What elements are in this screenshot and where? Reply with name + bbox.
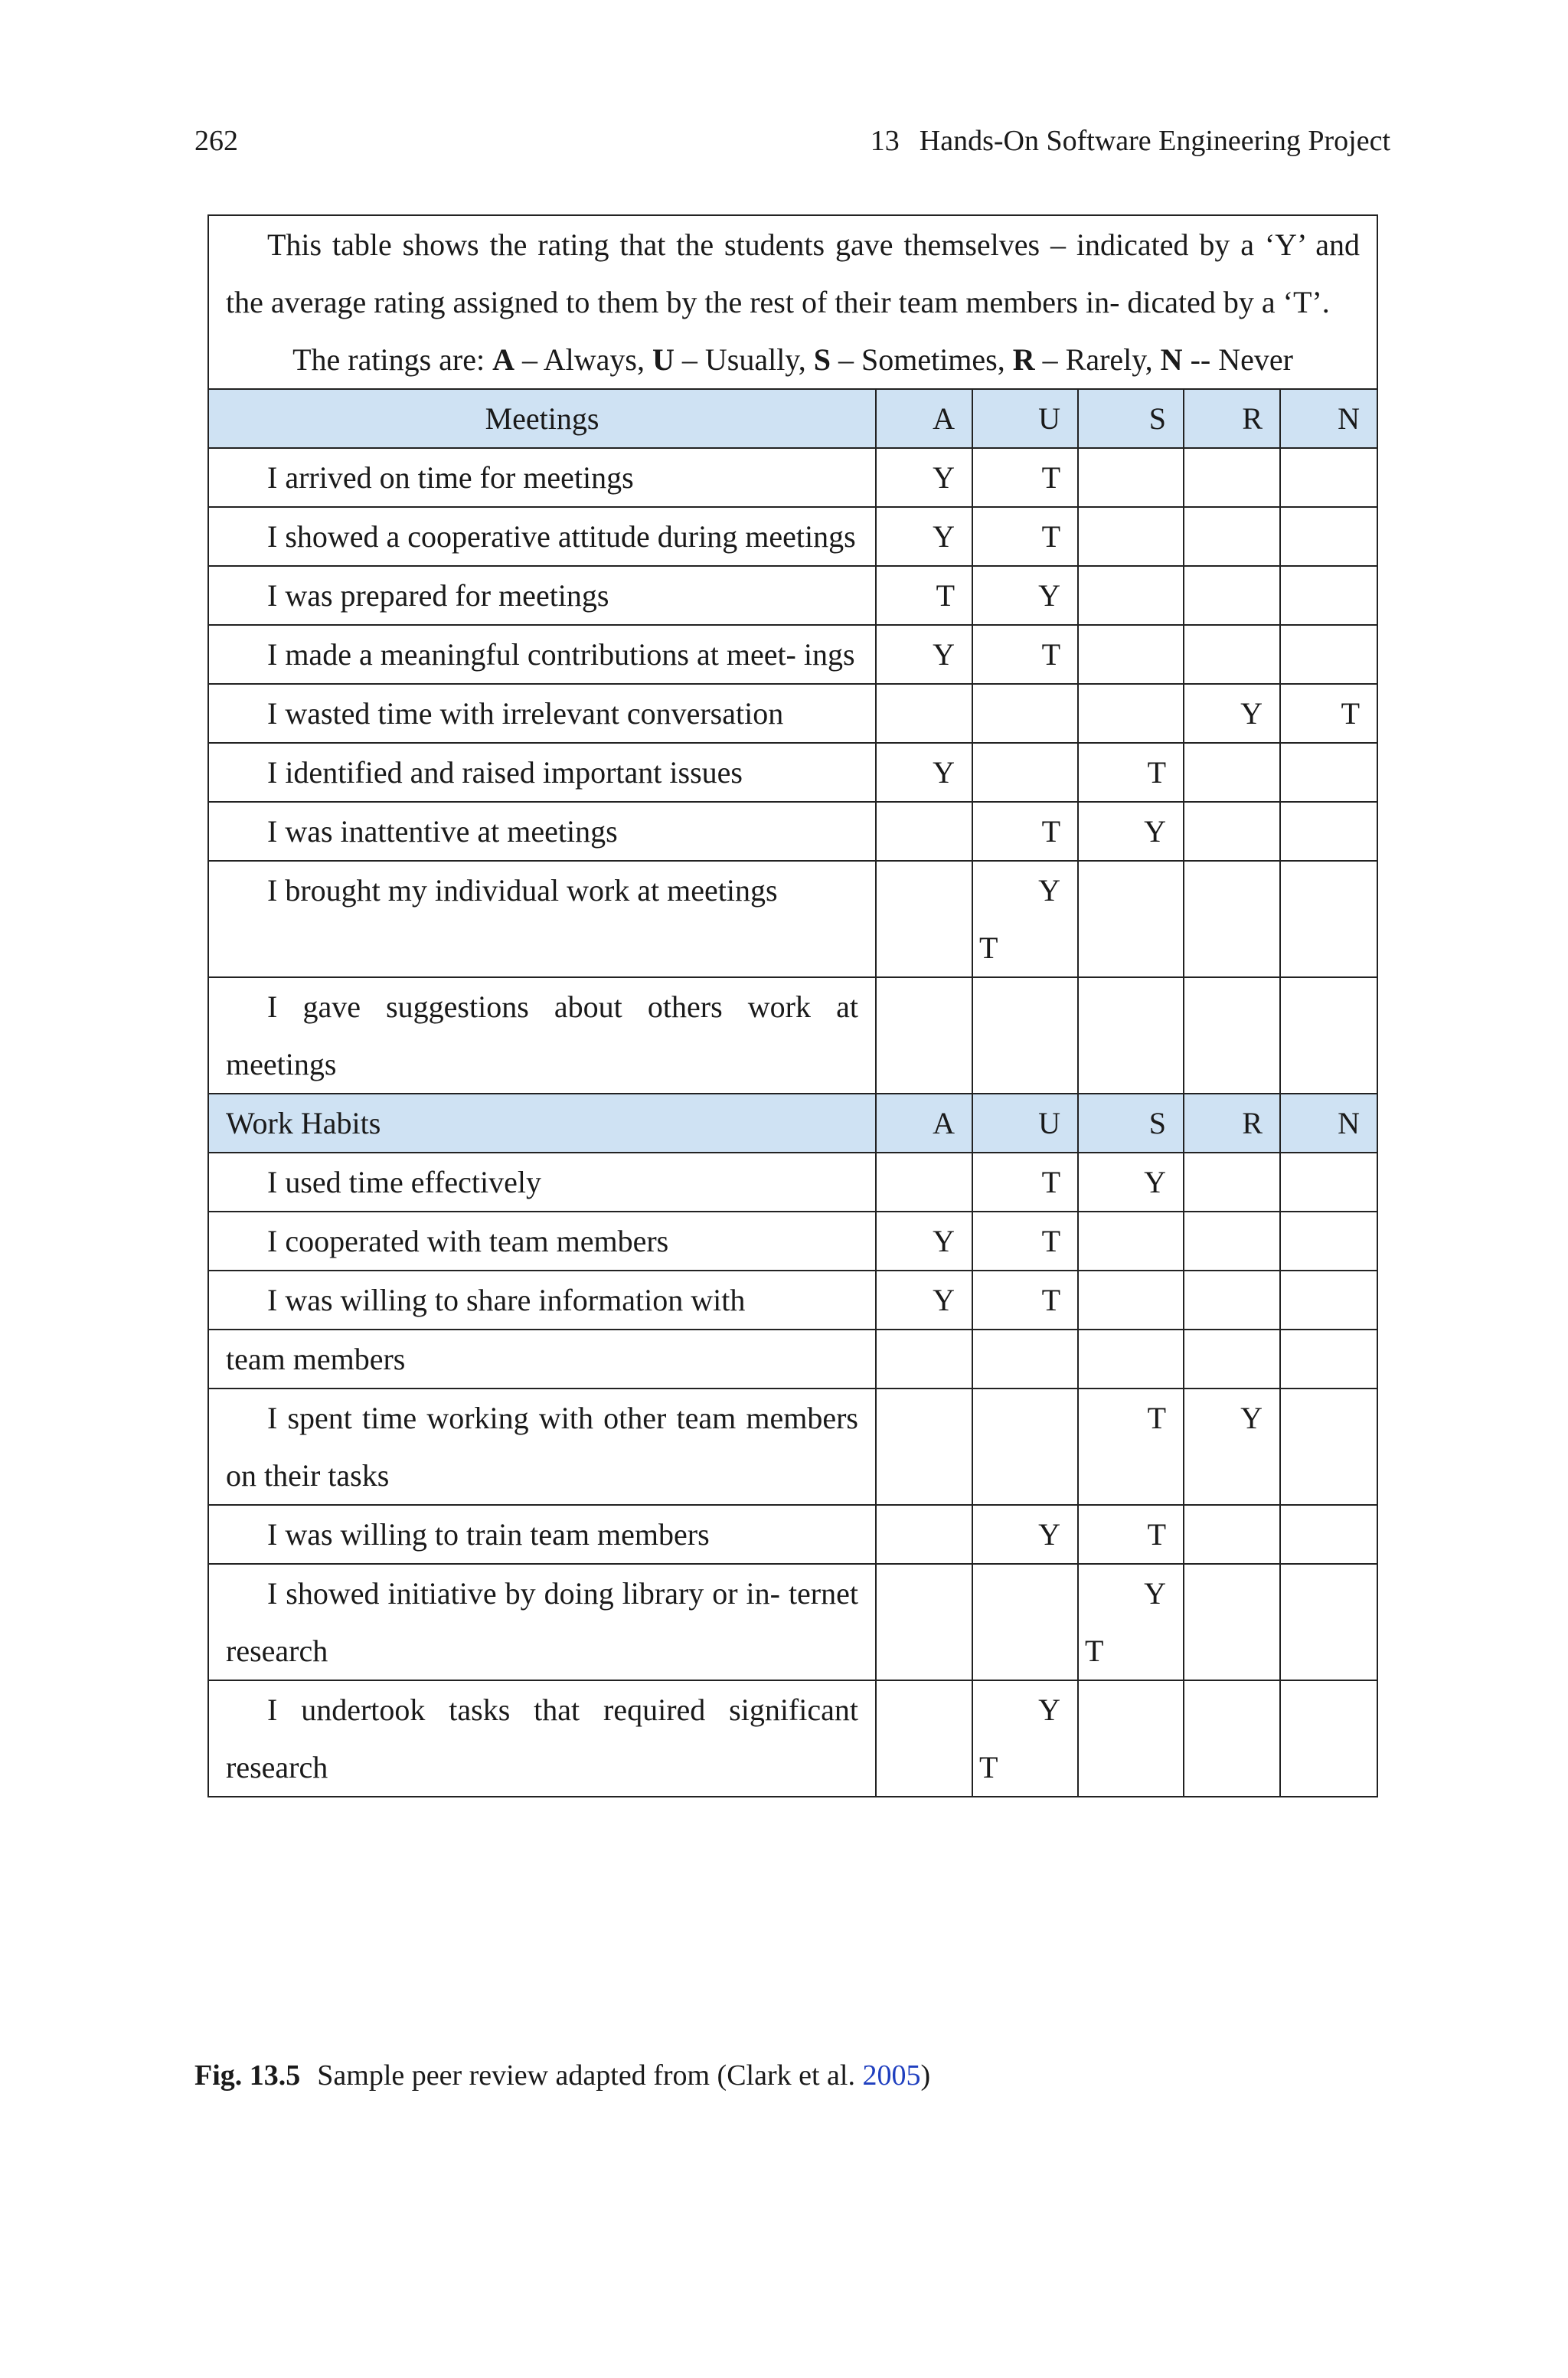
rating-cell-n bbox=[1280, 1389, 1377, 1505]
rating-code: U bbox=[652, 342, 675, 377]
rating-cell-s bbox=[1078, 1564, 1184, 1680]
rating-cell-r bbox=[1184, 448, 1280, 507]
rating-cell-n bbox=[1280, 1680, 1377, 1797]
rating-label: – Sometimes, bbox=[830, 342, 1013, 377]
column-header-a: A bbox=[876, 1094, 972, 1153]
rating-label: – Always, bbox=[514, 342, 652, 377]
rating-mark: T bbox=[1085, 1634, 1104, 1668]
rating-cell-n bbox=[1280, 448, 1377, 507]
table-row bbox=[208, 684, 1377, 743]
rating-mark: Y bbox=[1038, 873, 1060, 908]
rating-cell-r: Y bbox=[1184, 1389, 1280, 1505]
reference-link[interactable]: 2005 bbox=[862, 2059, 921, 2092]
peer-review-table bbox=[207, 214, 1378, 1797]
rating-cell-r bbox=[1184, 1271, 1280, 1330]
rating-cell-a bbox=[876, 977, 972, 1094]
statement-cell: I was willing to share information with bbox=[208, 1271, 876, 1330]
column-header-r: R bbox=[1184, 389, 1280, 448]
statement-cell: team members bbox=[208, 1330, 876, 1389]
rating-cell-u: T bbox=[972, 507, 1078, 566]
rating-cell-u: T bbox=[972, 1212, 1078, 1271]
rating-cell-s bbox=[1078, 977, 1184, 1094]
rating-cell-n bbox=[1280, 861, 1377, 977]
rating-label: – Rarely, bbox=[1034, 342, 1161, 377]
rating-cell-a bbox=[876, 684, 972, 743]
rating-cell-n bbox=[1280, 1564, 1377, 1680]
statement-cell: I showed a cooperative attitude during meetings bbox=[208, 507, 876, 566]
section-title: Work Habits bbox=[208, 1094, 876, 1153]
table-row bbox=[208, 1389, 1377, 1505]
rating-cell-r bbox=[1184, 743, 1280, 802]
statement-cell: I arrived on time for meetings bbox=[208, 448, 876, 507]
rating-mark: T bbox=[979, 931, 998, 965]
rating-cell-s bbox=[1078, 1680, 1184, 1797]
figure-label: Fig. 13.5 bbox=[194, 2059, 301, 2092]
rating-mark: T bbox=[979, 1750, 998, 1784]
rating-cell-u: Y bbox=[972, 1505, 1078, 1564]
rating-cell-u: T bbox=[972, 625, 1078, 684]
rating-cell-a: Y bbox=[876, 743, 972, 802]
table-row bbox=[208, 1153, 1377, 1212]
statement-cell: I undertook tasks that required significant research bbox=[208, 1680, 876, 1797]
rating-cell-r bbox=[1184, 1330, 1280, 1389]
statement-cell: I used time effectively bbox=[208, 1153, 876, 1212]
caption-close: ) bbox=[920, 2059, 931, 2092]
chapter-title: Hands-On Software Engineering Project bbox=[919, 125, 1390, 157]
column-header-u: U bbox=[972, 1094, 1078, 1153]
column-header-u: U bbox=[972, 389, 1078, 448]
rating-cell-r: Y bbox=[1184, 684, 1280, 743]
rating-cell-n bbox=[1280, 1212, 1377, 1271]
rating-cell-a bbox=[876, 1505, 972, 1564]
table-row bbox=[208, 861, 1377, 977]
intro-row bbox=[208, 215, 1377, 389]
table-row bbox=[208, 448, 1377, 507]
rating-cell-r bbox=[1184, 1212, 1280, 1271]
rating-cell-a bbox=[876, 1389, 972, 1505]
table-row bbox=[208, 1564, 1377, 1680]
rating-cell-a: T bbox=[876, 566, 972, 625]
rating-cell-u bbox=[972, 977, 1078, 1094]
statement-cell: I cooperated with team members bbox=[208, 1212, 876, 1271]
rating-cell-u: Y bbox=[972, 566, 1078, 625]
table-row bbox=[208, 1271, 1377, 1330]
rating-cell-a bbox=[876, 1680, 972, 1797]
rating-cell-a bbox=[876, 1153, 972, 1212]
rating-cell-u bbox=[972, 1389, 1078, 1505]
rating-mark: Y bbox=[1038, 1693, 1060, 1727]
table-row bbox=[208, 1680, 1377, 1797]
statement-cell: I wasted time with irrelevant conversation bbox=[208, 684, 876, 743]
section-header-row bbox=[208, 389, 1377, 448]
table-row bbox=[208, 566, 1377, 625]
rating-cell-a bbox=[876, 1564, 972, 1680]
rating-cell-u: T bbox=[972, 1271, 1078, 1330]
statement-cell: I made a meaningful contributions at meet- ings bbox=[208, 625, 876, 684]
chapter-heading bbox=[871, 124, 1390, 158]
rating-cell-u bbox=[972, 861, 1078, 977]
rating-code: S bbox=[813, 342, 831, 377]
rating-cell-s bbox=[1078, 448, 1184, 507]
rating-cell-n bbox=[1280, 1505, 1377, 1564]
rating-cell-r bbox=[1184, 1564, 1280, 1680]
rating-cell-r bbox=[1184, 977, 1280, 1094]
rating-cell-r bbox=[1184, 625, 1280, 684]
rating-cell-u: T bbox=[972, 448, 1078, 507]
rating-cell-n bbox=[1280, 1271, 1377, 1330]
rating-cell-a: Y bbox=[876, 507, 972, 566]
section-header-row bbox=[208, 1094, 1377, 1153]
rating-mark: Y bbox=[1144, 1576, 1166, 1611]
table-row bbox=[208, 802, 1377, 861]
table-row bbox=[208, 1212, 1377, 1271]
rating-cell-s bbox=[1078, 566, 1184, 625]
chapter-number: 13 bbox=[870, 125, 900, 157]
rating-cell-r bbox=[1184, 507, 1280, 566]
rating-cell-n bbox=[1280, 802, 1377, 861]
figure-caption bbox=[194, 2059, 930, 2092]
section-title: Meetings bbox=[208, 389, 876, 448]
column-header-s: S bbox=[1078, 389, 1184, 448]
ratings-list bbox=[492, 342, 1293, 377]
table-row bbox=[208, 507, 1377, 566]
rating-cell-s bbox=[1078, 625, 1184, 684]
page-number: 262 bbox=[194, 125, 238, 157]
rating-cell-r bbox=[1184, 1680, 1280, 1797]
rating-cell-n: T bbox=[1280, 684, 1377, 743]
ratings-legend bbox=[226, 331, 1360, 388]
statement-cell: I identified and raised important issues bbox=[208, 743, 876, 802]
rating-cell-n bbox=[1280, 507, 1377, 566]
rating-cell-a bbox=[876, 861, 972, 977]
rating-code: N bbox=[1160, 342, 1183, 377]
table-row bbox=[208, 1330, 1377, 1389]
column-header-s: S bbox=[1078, 1094, 1184, 1153]
column-header-n: N bbox=[1280, 1094, 1377, 1153]
rating-cell-a: Y bbox=[876, 1271, 972, 1330]
rating-cell-s bbox=[1078, 1271, 1184, 1330]
rating-cell-a: Y bbox=[876, 448, 972, 507]
rating-cell-u bbox=[972, 684, 1078, 743]
rating-cell-r bbox=[1184, 1505, 1280, 1564]
column-header-a: A bbox=[876, 389, 972, 448]
statement-cell: I was prepared for meetings bbox=[208, 566, 876, 625]
rating-cell-r bbox=[1184, 802, 1280, 861]
running-head bbox=[194, 124, 1390, 162]
intro-cell bbox=[208, 215, 1377, 389]
rating-cell-r bbox=[1184, 1153, 1280, 1212]
rating-cell-r bbox=[1184, 861, 1280, 977]
table-row bbox=[208, 743, 1377, 802]
column-header-r: R bbox=[1184, 1094, 1280, 1153]
rating-cell-s: T bbox=[1078, 743, 1184, 802]
rating-cell-a bbox=[876, 1330, 972, 1389]
rating-cell-u bbox=[972, 743, 1078, 802]
rating-cell-u: T bbox=[972, 802, 1078, 861]
rating-cell-s: T bbox=[1078, 1389, 1184, 1505]
rating-cell-a: Y bbox=[876, 1212, 972, 1271]
rating-cell-u: T bbox=[972, 1153, 1078, 1212]
rating-cell-a: Y bbox=[876, 625, 972, 684]
rating-cell-s bbox=[1078, 861, 1184, 977]
statement-cell: I was willing to train team members bbox=[208, 1505, 876, 1564]
rating-cell-u bbox=[972, 1680, 1078, 1797]
rating-cell-s: T bbox=[1078, 1505, 1184, 1564]
rating-cell-n bbox=[1280, 1330, 1377, 1389]
statement-cell: I spent time working with other team members on their tasks bbox=[208, 1389, 876, 1505]
rating-cell-n bbox=[1280, 743, 1377, 802]
statement-cell: I gave suggestions about others work at meetings bbox=[208, 977, 876, 1094]
rating-cell-s bbox=[1078, 684, 1184, 743]
rating-cell-s: Y bbox=[1078, 802, 1184, 861]
rating-cell-n bbox=[1280, 1153, 1377, 1212]
rating-label: – Usually, bbox=[674, 342, 814, 377]
rating-cell-n bbox=[1280, 977, 1377, 1094]
column-header-n: N bbox=[1280, 389, 1377, 448]
caption-text: Sample peer review adapted from (Clark et al. bbox=[317, 2059, 863, 2092]
rating-code: A bbox=[492, 342, 514, 377]
rating-label: -- Never bbox=[1182, 342, 1293, 377]
ratings-prefix: The ratings are: bbox=[292, 342, 485, 377]
rating-cell-r bbox=[1184, 566, 1280, 625]
rating-cell-s bbox=[1078, 1330, 1184, 1389]
rating-code: R bbox=[1012, 342, 1035, 377]
table-row bbox=[208, 1505, 1377, 1564]
rating-cell-a bbox=[876, 802, 972, 861]
statement-cell: I showed initiative by doing library or in- ternet research bbox=[208, 1564, 876, 1680]
table-row bbox=[208, 625, 1377, 684]
table-row bbox=[208, 977, 1377, 1094]
rating-cell-s bbox=[1078, 1212, 1184, 1271]
statement-cell: I brought my individual work at meetings bbox=[208, 861, 876, 977]
statement-cell: I was inattentive at meetings bbox=[208, 802, 876, 861]
intro-text: This table shows the rating that the students gave themselves – indicated by a ‘Y’ and the average rating assigned to them by the rest of their team members in- dicated by a ‘T’. bbox=[226, 227, 1361, 319]
rating-cell-s: Y bbox=[1078, 1153, 1184, 1212]
rating-cell-n bbox=[1280, 566, 1377, 625]
rating-cell-n bbox=[1280, 625, 1377, 684]
rating-cell-s bbox=[1078, 507, 1184, 566]
rating-cell-u bbox=[972, 1564, 1078, 1680]
rating-cell-u bbox=[972, 1330, 1078, 1389]
